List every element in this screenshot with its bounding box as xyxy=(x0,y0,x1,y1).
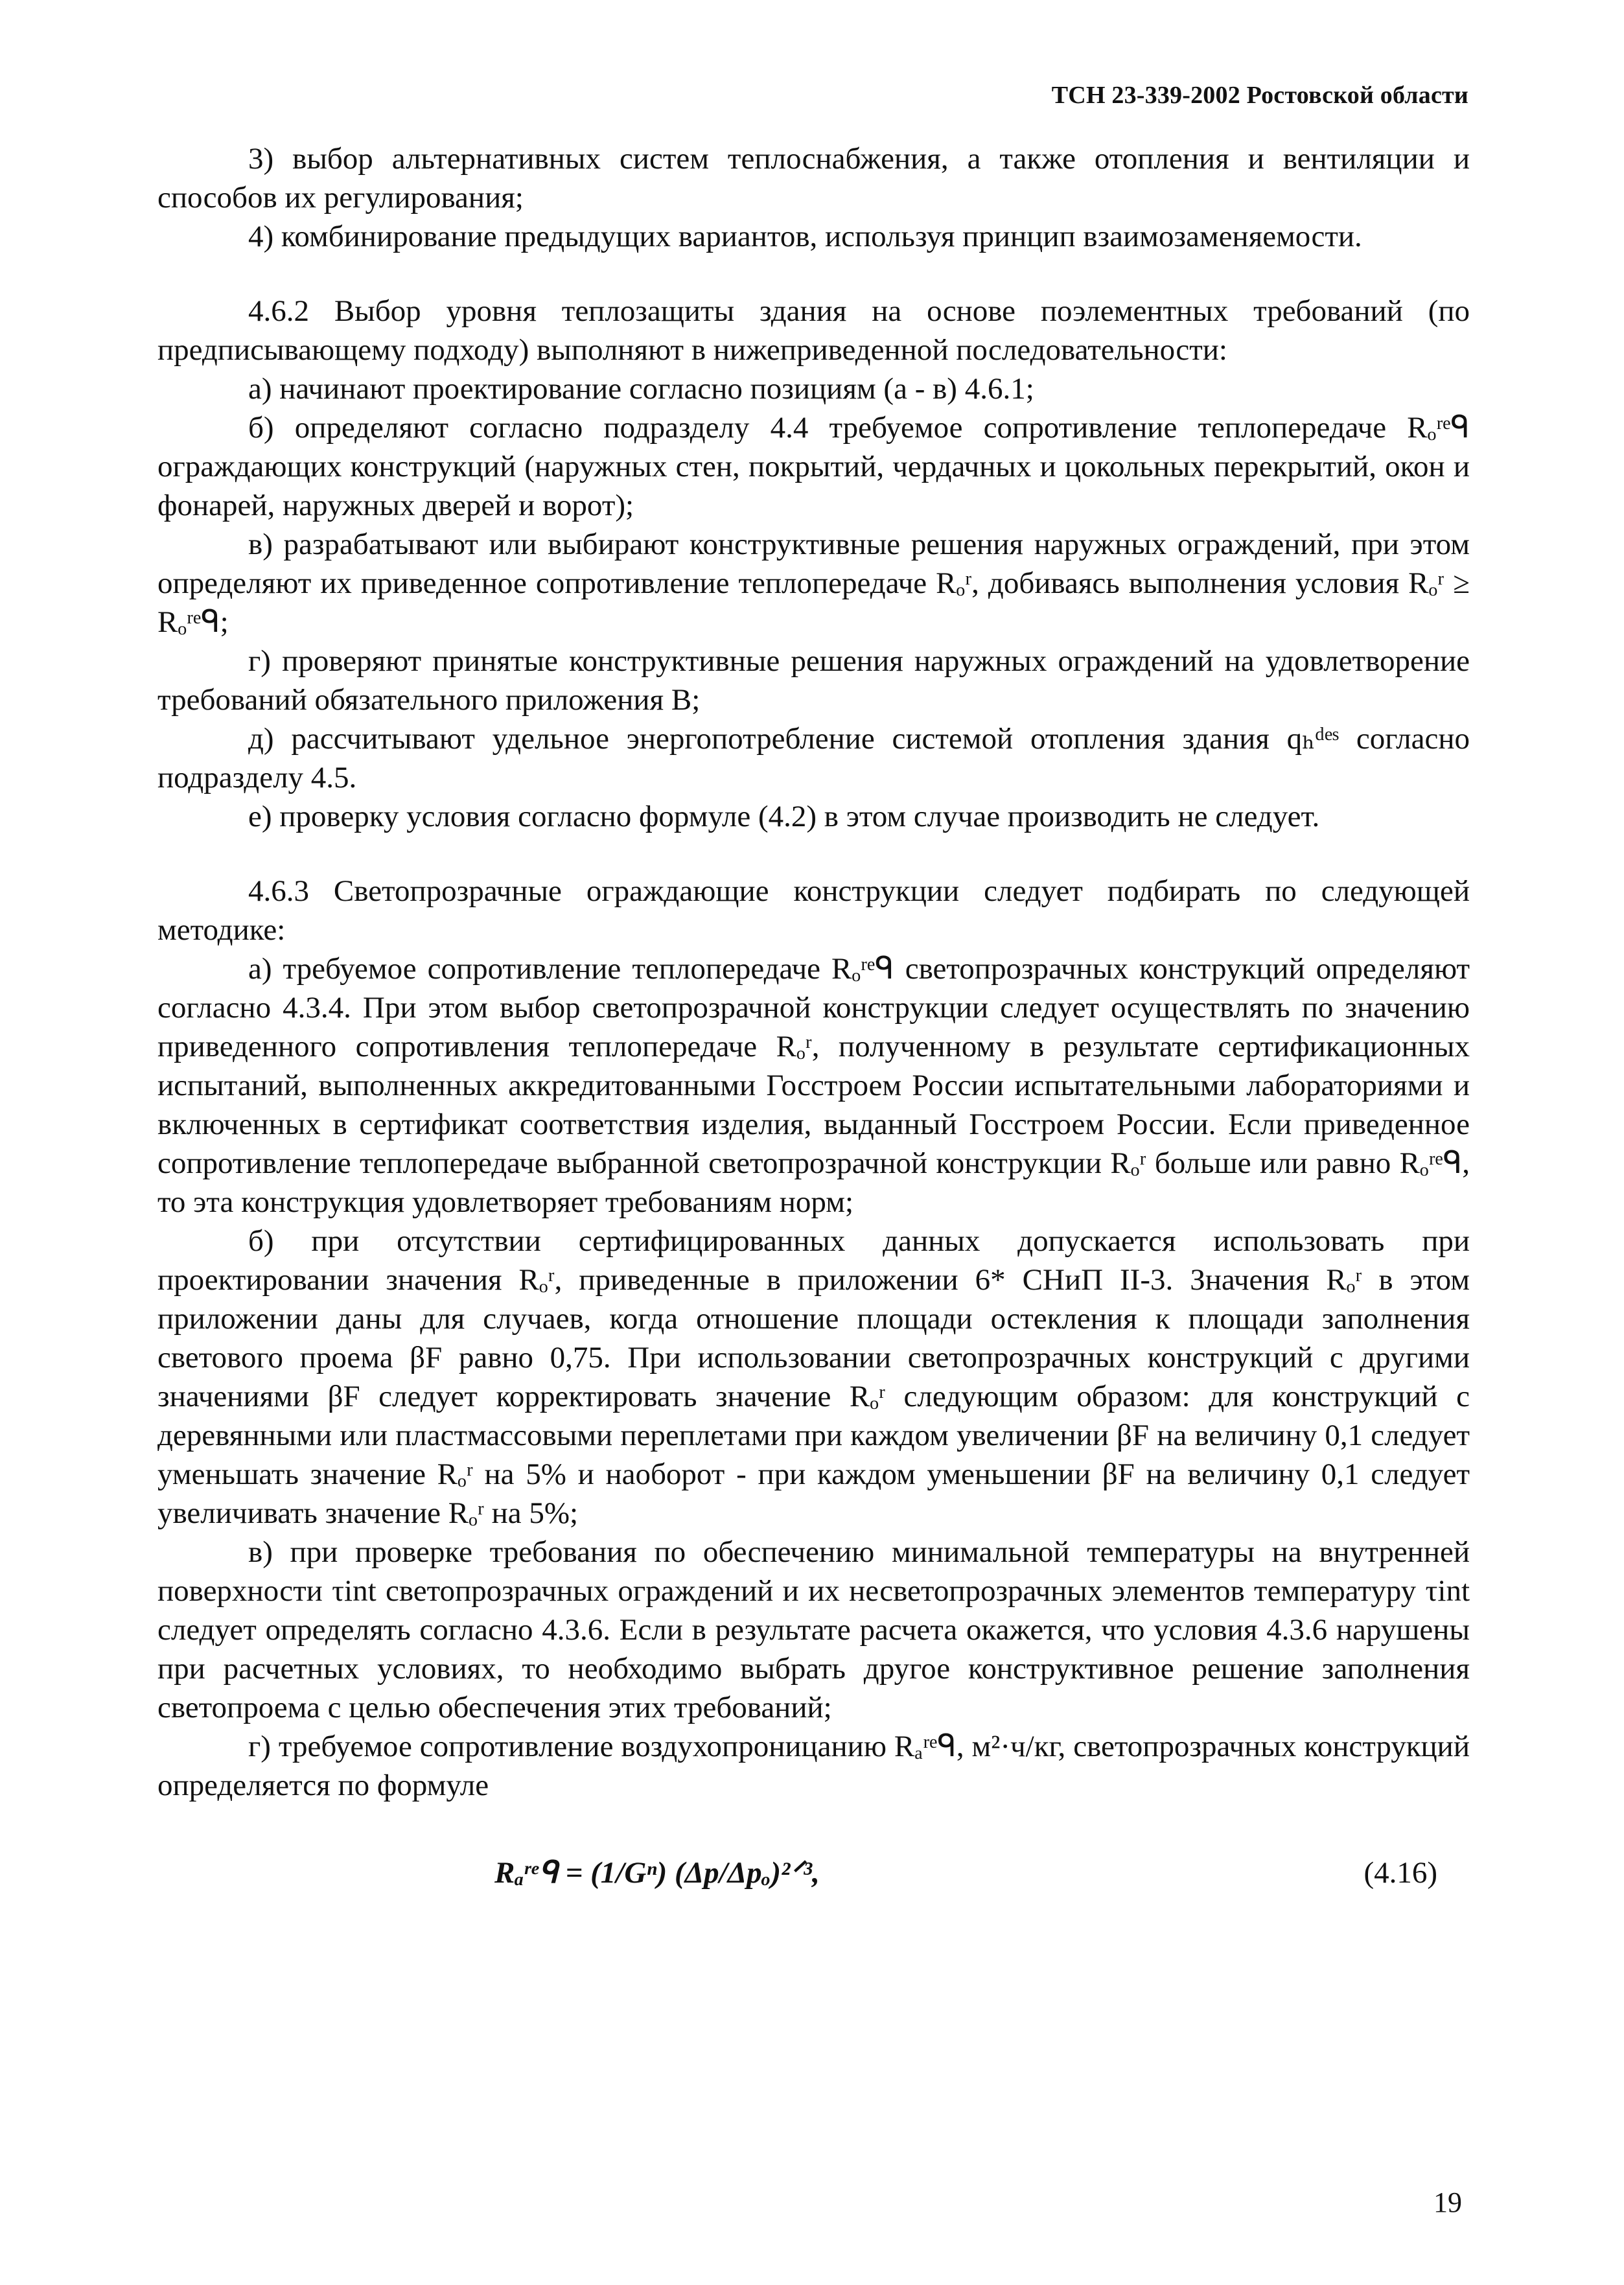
document-body xyxy=(157,139,1470,1899)
paragraph-b: б) определяют согласно подразделу 4.4 требуемое сопротивление теплопередаче Rₒʳᵉᑫ ограждающих конструкций (наружных стен, покрытий, чердачных и цокольных перекрытий, окон и фонарей, наружных дверей и ворот); xyxy=(157,411,1470,522)
formula-expression: Rₐʳᵉᑫ = (1/Gⁿ) (Δp/Δpₒ)²ᐟ³, xyxy=(494,1856,820,1890)
paragraph-4-6-3-b: б) при отсутствии сертифицированных данных допускается использовать при проектировании значения Rₒʳ, приведенные в приложении 6* СНиП II-3. Значения Rₒʳ в этом приложении даны для случаев, когда отношение площади остекления к площади заполнения светового проема βF равно 0,75. При использовании светопрозрачных конструкций с другими значениями βF следует корректировать значение Rₒʳ следующим образом: для конструкций с деревянными или пластмассовыми переплетами при каждом увеличении βF на величину 0,1 следует уменьшать значение Rₒʳ на 5% и наоборот - при каждом уменьшении βF на величину 0,1 следует увеличивать значение Rₒʳ на 5%; xyxy=(157,1224,1470,1530)
paragraph-4-6-3-g: г) требуемое сопротивление воздухопроницанию Rₐʳᵉᑫ, м²·ч/кг, светопрозрачных конструкций определяется по формуле xyxy=(157,1730,1470,1802)
document-header: ТСН 23-339-2002 Ростовской области xyxy=(1051,82,1468,109)
formula-number: (4.16) xyxy=(1363,1856,1437,1890)
page-number: 19 xyxy=(1433,2186,1462,2218)
section-4-6-2-intro: 4.6.2 Выбор уровня теплозащиты здания на основе поэлементных требований (по предписывающему подходу) выполняют в нижеприведенной последовательности: xyxy=(157,294,1470,367)
paragraph-4-6-3-a: а) требуемое сопротивление теплопередаче Rₒʳᵉᑫ светопрозрачных конструкций определяют согласно 4.3.4. При этом выбор светопрозрачной конструкции следует осуществлять по значению приведенного сопротивления теплопередаче Rₒʳ, полученному в результате сертификационных испытаний, выполненных аккредитованными Госстроем России испытательными лабораториями и включенных в сертификат соответствия изделия, выданный Госстроем России. Если приведенное сопротивление теплопередаче выбранной светопрозрачной конструкции Rₒʳ больше или равно Rₒʳᵉᑫ, то эта конструкция удовлетворяет требованиям норм; xyxy=(157,952,1470,1219)
paragraph-a: а) начинают проектирование согласно позициям (а - в) 4.6.1; xyxy=(248,372,1034,406)
paragraph-4-6-3-v: в) при проверке требования по обеспечению минимальной температуры на внутренней поверхности τint светопрозрачных ограждений и их несветопрозрачных элементов температуру τint следует определять согласно 4.3.6. Если в результате расчета окажется, что условия 4.3.6 нарушены при расчетных условиях, то необходимо выбрать другое конструктивное решение заполнения светопроема с целью обеспечения этих требований; xyxy=(157,1535,1470,1724)
formula-4-16 xyxy=(157,1853,1470,1899)
paragraph-d: д) рассчитывают удельное энергопотребление системой отопления здания qₕᵈᵉˢ согласно подразделу 4.5. xyxy=(157,722,1470,795)
paragraph-v: в) разрабатывают или выбирают конструктивные решения наружных ограждений, при этом определяют их приведенное сопротивление теплопередаче Rₒʳ, добиваясь выполнения условия Rₒʳ ≥ Rₒʳᵉᑫ; xyxy=(157,528,1470,639)
paragraph-item-3: 3) выбор альтернативных систем теплоснабжения, а также отопления и вентиляции и способов их регулирования; xyxy=(157,142,1470,215)
paragraph-e: е) проверку условия согласно формуле (4.2) в этом случае производить не следует. xyxy=(248,800,1320,833)
paragraph-g: г) проверяют принятые конструктивные решения наружных ограждений на удовлетворение требований обязательного приложения В; xyxy=(157,644,1470,717)
section-4-6-3-intro: 4.6.3 Светопрозрачные ограждающие конструкции следует подбирать по следующей методике: xyxy=(157,874,1470,947)
paragraph-item-4: 4) комбинирование предыдущих вариантов, используя принцип взаимозаменяемости. xyxy=(248,220,1362,253)
